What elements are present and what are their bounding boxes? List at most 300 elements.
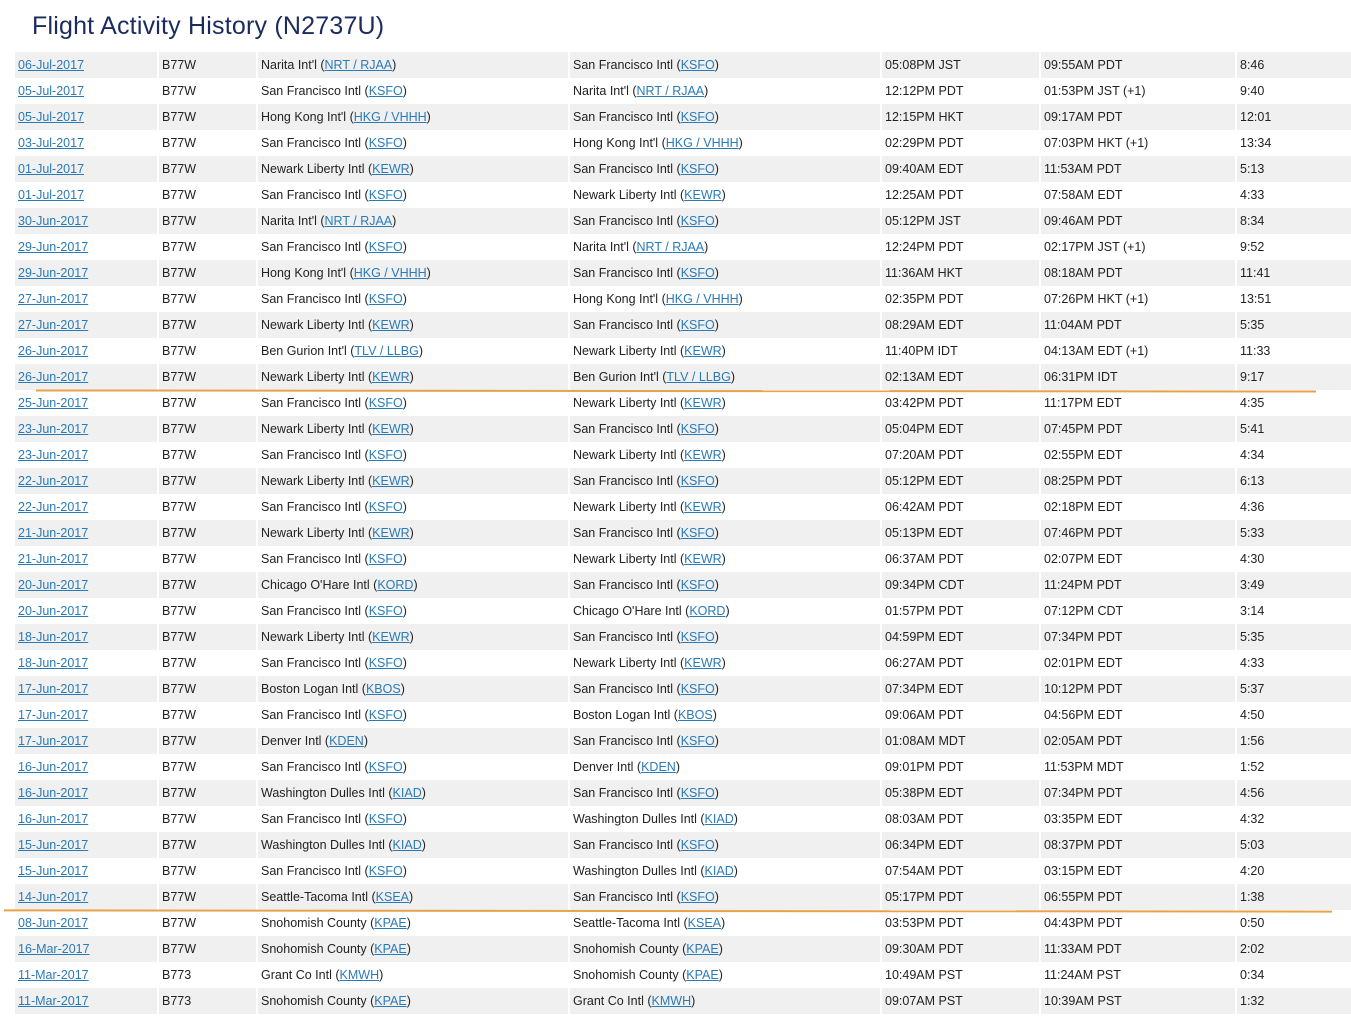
date-cell <box>15 624 159 650</box>
destination-airport-code-link[interactable]: NRT / RJAA <box>636 84 705 98</box>
arrival-time: 02:05AM PDT <box>1044 734 1123 748</box>
arrival-time: 02:17PM JST (+1) <box>1044 240 1146 254</box>
flight-date-link[interactable]: 15-Jun-2017 <box>18 838 89 852</box>
departure-time: 05:38PM EDT <box>885 786 964 800</box>
destination-cell: Narita Int'l (NRT / RJAA) <box>570 78 882 104</box>
destination-airport-code-link[interactable]: KSFO <box>680 630 715 644</box>
origin-airport-code-link[interactable]: KSFO <box>368 864 403 878</box>
duration-cell <box>1237 936 1351 962</box>
flight-date-link[interactable]: 11-Mar-2017 <box>18 968 89 982</box>
aircraft-type: B77W <box>162 526 197 540</box>
destination-airport-code-link[interactable]: KBOS <box>677 708 713 722</box>
origin-airport-code-link[interactable]: KSFO <box>368 760 403 774</box>
flight-date-link[interactable]: 08-Jun-2017 <box>18 916 89 930</box>
flight-date-link[interactable]: 11-Mar-2017 <box>18 994 89 1008</box>
destination-airport-code-link[interactable]: KEWR <box>684 344 722 358</box>
origin-airport-code-link[interactable]: KEWR <box>372 318 410 332</box>
origin-cell: San Francisco Intl (KSFO) <box>258 858 570 884</box>
destination-airport-code-link[interactable]: KSFO <box>680 578 715 592</box>
origin-airport-code-link[interactable]: KSFO <box>368 656 403 670</box>
destination-cell: San Francisco Intl (KSFO) <box>570 624 882 650</box>
destination-airport-code-link[interactable]: KSFO <box>680 734 715 748</box>
origin-airport-code-link[interactable]: KPAE <box>374 942 407 956</box>
destination-airport-code-link[interactable]: NRT / RJAA <box>636 240 705 254</box>
flight-date-link[interactable]: 17-Jun-2017 <box>18 708 89 722</box>
destination-airport-code-link[interactable]: KEWR <box>684 188 722 202</box>
destination-airport-name: San Francisco Intl <box>573 734 674 748</box>
destination-airport-code-link[interactable]: KSFO <box>680 526 715 540</box>
destination-airport-code-link[interactable]: KMWH <box>651 994 692 1008</box>
departure-time-cell <box>882 52 1041 78</box>
destination-airport-code-link[interactable]: KSFO <box>680 838 715 852</box>
departure-time-cell <box>882 208 1041 234</box>
flight-date-link[interactable]: 16-Jun-2017 <box>18 786 89 800</box>
destination-cell: San Francisco Intl (KSFO) <box>570 572 882 598</box>
origin-airport-name: Narita Int'l <box>261 214 317 228</box>
origin-airport-name: Newark Liberty Intl <box>261 162 365 176</box>
aircraft-type-cell <box>159 260 258 286</box>
destination-cell: Newark Liberty Intl (KEWR) <box>570 390 882 416</box>
destination-airport-code-link[interactable]: KPAE <box>686 942 719 956</box>
arrival-time-cell <box>1041 520 1237 546</box>
duration-cell <box>1237 468 1351 494</box>
flight-date-link[interactable]: 29-Jun-2017 <box>18 240 89 254</box>
table-row <box>15 208 1351 234</box>
flight-date-link[interactable]: 21-Jun-2017 <box>18 526 89 540</box>
departure-time: 01:57PM PDT <box>885 604 964 618</box>
aircraft-type-cell <box>159 806 258 832</box>
origin-airport-code-link[interactable]: NRT / RJAA <box>324 214 393 228</box>
flight-date-link[interactable]: 26-Jun-2017 <box>18 370 89 384</box>
aircraft-type: B77W <box>162 838 197 852</box>
destination-airport-name: Hong Kong Int'l <box>573 136 659 150</box>
departure-time: 05:17PM PDT <box>885 890 964 904</box>
arrival-time-cell <box>1041 650 1237 676</box>
date-cell <box>15 78 159 104</box>
duration-cell <box>1237 858 1351 884</box>
destination-cell: San Francisco Intl (KSFO) <box>570 884 882 910</box>
destination-airport-name: San Francisco Intl <box>573 890 674 904</box>
origin-airport-code-link[interactable]: KSFO <box>368 240 403 254</box>
destination-airport-code-link[interactable]: KSFO <box>680 214 715 228</box>
destination-cell: Newark Liberty Intl (KEWR) <box>570 494 882 520</box>
origin-airport-code-link[interactable]: KSFO <box>368 708 403 722</box>
flight-date-link[interactable]: 18-Jun-2017 <box>18 630 89 644</box>
aircraft-type: B77W <box>162 396 197 410</box>
destination-airport-code-link[interactable]: HKG / VHHH <box>665 136 739 150</box>
duration-cell <box>1237 260 1351 286</box>
origin-airport-name: Snohomish County <box>261 942 367 956</box>
table-row <box>15 312 1351 338</box>
departure-time: 06:37AM PDT <box>885 552 964 566</box>
departure-time-cell <box>882 650 1041 676</box>
origin-airport-code-link[interactable]: KSFO <box>368 136 403 150</box>
destination-airport-name: San Francisco Intl <box>573 110 674 124</box>
table-row <box>15 364 1351 390</box>
table-row <box>15 442 1351 468</box>
table-row <box>15 182 1351 208</box>
destination-cell: Denver Intl (KDEN) <box>570 754 882 780</box>
destination-airport-name: San Francisco Intl <box>573 266 674 280</box>
arrival-time: 02:01PM EDT <box>1044 656 1123 670</box>
date-cell <box>15 468 159 494</box>
departure-time-cell <box>882 338 1041 364</box>
flight-date-link[interactable]: 17-Jun-2017 <box>18 734 89 748</box>
duration-cell <box>1237 780 1351 806</box>
flight-duration: 4:36 <box>1240 500 1265 514</box>
table-row <box>15 832 1351 858</box>
destination-airport-code-link[interactable]: KSFO <box>680 266 715 280</box>
departure-time-cell <box>882 156 1041 182</box>
origin-airport-code-link[interactable]: HKG / VHHH <box>353 266 427 280</box>
table-row <box>15 130 1351 156</box>
destination-airport-name: San Francisco Intl <box>573 318 674 332</box>
arrival-time: 08:37PM PDT <box>1044 838 1123 852</box>
destination-cell: San Francisco Intl (KSFO) <box>570 780 882 806</box>
flight-date-link[interactable]: 17-Jun-2017 <box>18 682 89 696</box>
flight-date-link[interactable]: 01-Jul-2017 <box>18 162 85 176</box>
flight-date-link[interactable]: 29-Jun-2017 <box>18 266 89 280</box>
arrival-time-cell <box>1041 104 1237 130</box>
destination-airport-code-link[interactable]: KEWR <box>684 396 722 410</box>
origin-airport-code-link[interactable]: KDEN <box>329 734 364 748</box>
origin-airport-name: San Francisco Intl <box>261 656 362 670</box>
origin-cell: Narita Int'l (NRT / RJAA) <box>258 208 570 234</box>
arrival-time-cell <box>1041 806 1237 832</box>
aircraft-type-cell <box>159 390 258 416</box>
flight-duration: 1:32 <box>1240 994 1265 1008</box>
aircraft-type-cell <box>159 364 258 390</box>
aircraft-type-cell <box>159 156 258 182</box>
flight-date-link[interactable]: 22-Jun-2017 <box>18 500 89 514</box>
flight-duration: 4:33 <box>1240 188 1265 202</box>
table-row <box>15 598 1351 624</box>
flight-duration: 11:41 <box>1240 266 1271 280</box>
flight-duration: 0:50 <box>1240 916 1265 930</box>
destination-airport-code-link[interactable]: KIAD <box>704 812 734 826</box>
arrival-time-cell <box>1041 130 1237 156</box>
destination-airport-code-link[interactable]: KIAD <box>704 864 734 878</box>
origin-airport-name: San Francisco Intl <box>261 240 362 254</box>
table-row <box>15 78 1351 104</box>
aircraft-type: B77W <box>162 136 197 150</box>
duration-cell <box>1237 832 1351 858</box>
destination-airport-code-link[interactable]: KEWR <box>684 552 722 566</box>
origin-cell: San Francisco Intl (KSFO) <box>258 234 570 260</box>
departure-time: 09:30AM PDT <box>885 942 964 956</box>
flight-date-link[interactable]: 06-Jul-2017 <box>18 58 85 72</box>
arrival-time: 02:55PM EDT <box>1044 448 1123 462</box>
destination-airport-code-link[interactable]: KORD <box>689 604 726 618</box>
aircraft-type-cell <box>159 624 258 650</box>
destination-airport-code-link[interactable]: KSEA <box>687 916 721 930</box>
flight-date-link[interactable]: 27-Jun-2017 <box>18 318 89 332</box>
origin-airport-code-link[interactable]: KIAD <box>392 838 422 852</box>
flight-duration: 5:33 <box>1240 526 1265 540</box>
flight-date-link[interactable]: 18-Jun-2017 <box>18 656 89 670</box>
destination-airport-code-link[interactable]: KSFO <box>680 890 715 904</box>
origin-airport-name: Grant Co Intl <box>261 968 332 982</box>
destination-airport-name: Snohomish County <box>573 968 679 982</box>
flight-date-link[interactable]: 15-Jun-2017 <box>18 864 89 878</box>
destination-airport-name: Newark Liberty Intl <box>573 188 677 202</box>
destination-airport-code-link[interactable]: KSFO <box>680 58 715 72</box>
duration-cell <box>1237 884 1351 910</box>
origin-airport-code-link[interactable]: KMWH <box>339 968 380 982</box>
destination-airport-code-link[interactable]: KEWR <box>684 448 722 462</box>
destination-airport-code-link[interactable]: KEWR <box>684 656 722 670</box>
origin-airport-code-link[interactable]: KSFO <box>368 812 403 826</box>
destination-airport-code-link[interactable]: KSFO <box>680 786 715 800</box>
destination-cell: Hong Kong Int'l (HKG / VHHH) <box>570 286 882 312</box>
date-cell <box>15 728 159 754</box>
destination-airport-name: Newark Liberty Intl <box>573 448 677 462</box>
origin-airport-code-link[interactable]: KEWR <box>372 422 410 436</box>
duration-cell <box>1237 52 1351 78</box>
departure-time: 05:12PM JST <box>885 214 961 228</box>
table-row <box>15 546 1351 572</box>
destination-airport-code-link[interactable]: KSFO <box>680 422 715 436</box>
origin-airport-code-link[interactable]: HKG / VHHH <box>353 110 427 124</box>
arrival-time-cell <box>1041 52 1237 78</box>
aircraft-type-cell <box>159 936 258 962</box>
origin-airport-code-link[interactable]: KSFO <box>368 448 403 462</box>
departure-time-cell <box>882 572 1041 598</box>
flight-date-link[interactable]: 25-Jun-2017 <box>18 396 89 410</box>
departure-time-cell <box>882 988 1041 1014</box>
origin-cell: San Francisco Intl (KSFO) <box>258 130 570 156</box>
duration-cell <box>1237 702 1351 728</box>
destination-airport-name: Boston Logan Intl <box>573 708 671 722</box>
aircraft-type: B77W <box>162 812 197 826</box>
departure-time: 09:07AM PST <box>885 994 963 1008</box>
flight-date-link[interactable]: 20-Jun-2017 <box>18 604 89 618</box>
origin-airport-code-link[interactable]: NRT / RJAA <box>324 58 393 72</box>
duration-cell <box>1237 624 1351 650</box>
arrival-time: 02:18PM EDT <box>1044 500 1123 514</box>
table-row <box>15 858 1351 884</box>
table-row <box>15 572 1351 598</box>
departure-time-cell <box>882 130 1041 156</box>
table-row <box>15 728 1351 754</box>
flight-date-link[interactable]: 20-Jun-2017 <box>18 578 89 592</box>
destination-airport-name: San Francisco Intl <box>573 162 674 176</box>
flight-duration: 6:13 <box>1240 474 1265 488</box>
destination-cell: Snohomish County (KPAE) <box>570 962 882 988</box>
destination-cell: San Francisco Intl (KSFO) <box>570 676 882 702</box>
aircraft-type-cell <box>159 130 258 156</box>
origin-airport-code-link[interactable]: KSEA <box>375 890 409 904</box>
table-row <box>15 416 1351 442</box>
date-cell <box>15 286 159 312</box>
departure-time-cell <box>882 910 1041 936</box>
page-title: Flight Activity History (N2737U) <box>32 12 385 40</box>
destination-airport-code-link[interactable]: KSFO <box>680 474 715 488</box>
date-cell <box>15 208 159 234</box>
flight-date-link[interactable]: 05-Jul-2017 <box>18 84 85 98</box>
origin-airport-code-link[interactable]: KBOS <box>365 682 401 696</box>
departure-time: 07:54AM PDT <box>885 864 964 878</box>
aircraft-type: B77W <box>162 552 197 566</box>
destination-airport-code-link[interactable]: KSFO <box>680 110 715 124</box>
arrival-time-cell <box>1041 546 1237 572</box>
aircraft-type-cell <box>159 208 258 234</box>
origin-airport-code-link[interactable]: KSFO <box>368 604 403 618</box>
arrival-time: 06:31PM IDT <box>1044 370 1118 384</box>
origin-cell: Newark Liberty Intl (KEWR) <box>258 468 570 494</box>
duration-cell <box>1237 910 1351 936</box>
table-row <box>15 910 1351 936</box>
flight-date-link[interactable]: 26-Jun-2017 <box>18 344 89 358</box>
destination-airport-code-link[interactable]: KEWR <box>684 500 722 514</box>
departure-time: 05:12PM EDT <box>885 474 964 488</box>
arrival-time: 02:07PM EDT <box>1044 552 1123 566</box>
departure-time: 09:01PM PDT <box>885 760 964 774</box>
destination-airport-name: San Francisco Intl <box>573 526 674 540</box>
arrival-time-cell <box>1041 936 1237 962</box>
date-cell <box>15 910 159 936</box>
departure-time-cell <box>882 286 1041 312</box>
origin-cell: San Francisco Intl (KSFO) <box>258 650 570 676</box>
flight-date-link[interactable]: 30-Jun-2017 <box>18 214 89 228</box>
flight-date-link[interactable]: 16-Jun-2017 <box>18 812 89 826</box>
date-cell <box>15 936 159 962</box>
flight-date-link[interactable]: 16-Mar-2017 <box>18 942 90 956</box>
aircraft-type: B77W <box>162 656 197 670</box>
arrival-time: 03:15PM EDT <box>1044 864 1123 878</box>
destination-airport-code-link[interactable]: KPAE <box>686 968 719 982</box>
aircraft-type: B77W <box>162 474 197 488</box>
origin-airport-name: San Francisco Intl <box>261 448 362 462</box>
aircraft-type-cell <box>159 468 258 494</box>
arrival-time: 11:24PM PDT <box>1044 578 1122 592</box>
table-row <box>15 52 1351 78</box>
destination-airport-code-link[interactable]: KSFO <box>680 162 715 176</box>
aircraft-type: B77W <box>162 734 197 748</box>
arrival-time: 07:34PM PDT <box>1044 786 1123 800</box>
flight-duration: 4:20 <box>1240 864 1265 878</box>
flight-duration: 4:32 <box>1240 812 1265 826</box>
origin-airport-code-link[interactable]: KSFO <box>368 396 403 410</box>
aircraft-type: B77W <box>162 916 197 930</box>
departure-time-cell <box>882 936 1041 962</box>
origin-airport-code-link[interactable]: KORD <box>377 578 414 592</box>
aircraft-type-cell <box>159 182 258 208</box>
origin-airport-code-link[interactable]: KSFO <box>368 552 403 566</box>
origin-airport-code-link[interactable]: KSFO <box>368 500 403 514</box>
origin-airport-name: San Francisco Intl <box>261 760 362 774</box>
duration-cell <box>1237 962 1351 988</box>
flight-date-link[interactable]: 22-Jun-2017 <box>18 474 89 488</box>
origin-airport-code-link[interactable]: KEWR <box>372 630 410 644</box>
date-cell <box>15 754 159 780</box>
arrival-time: 07:45PM PDT <box>1044 422 1123 436</box>
flight-date-link[interactable]: 16-Jun-2017 <box>18 760 89 774</box>
aircraft-type: B77W <box>162 110 197 124</box>
origin-cell: Denver Intl (KDEN) <box>258 728 570 754</box>
origin-airport-code-link[interactable]: KIAD <box>392 786 422 800</box>
departure-time: 12:15PM HKT <box>885 110 964 124</box>
aircraft-type-cell <box>159 988 258 1014</box>
destination-airport-code-link[interactable]: TLV / LLBG <box>666 370 731 384</box>
destination-airport-code-link[interactable]: HKG / VHHH <box>665 292 739 306</box>
flight-date-link[interactable]: 21-Jun-2017 <box>18 552 89 566</box>
aircraft-type: B77W <box>162 84 197 98</box>
flight-duration: 1:52 <box>1240 760 1265 774</box>
flight-duration: 13:34 <box>1240 136 1272 150</box>
departure-time: 04:59PM EDT <box>885 630 964 644</box>
departure-time-cell <box>882 104 1041 130</box>
origin-airport-code-link[interactable]: KEWR <box>372 162 410 176</box>
arrival-time: 07:34PM PDT <box>1044 630 1123 644</box>
origin-airport-name: San Francisco Intl <box>261 708 362 722</box>
flight-date-link[interactable]: 23-Jun-2017 <box>18 422 89 436</box>
flight-date-link[interactable]: 14-Jun-2017 <box>18 890 89 904</box>
duration-cell <box>1237 598 1351 624</box>
destination-airport-code-link[interactable]: KSFO <box>680 682 715 696</box>
flight-duration: 1:38 <box>1240 890 1265 904</box>
departure-time-cell <box>882 390 1041 416</box>
origin-airport-code-link[interactable]: KSFO <box>368 188 403 202</box>
flight-date-link[interactable]: 27-Jun-2017 <box>18 292 89 306</box>
date-cell <box>15 988 159 1014</box>
arrival-time-cell <box>1041 338 1237 364</box>
origin-cell: Newark Liberty Intl (KEWR) <box>258 624 570 650</box>
departure-time-cell <box>882 754 1041 780</box>
arrival-time-cell <box>1041 416 1237 442</box>
origin-airport-code-link[interactable]: KPAE <box>374 916 407 930</box>
origin-airport-code-link[interactable]: KEWR <box>372 526 410 540</box>
origin-airport-code-link[interactable]: KSFO <box>368 84 403 98</box>
origin-airport-name: Ben Gurion Int'l <box>261 344 347 358</box>
origin-airport-code-link[interactable]: KEWR <box>372 370 410 384</box>
departure-time: 03:53PM PDT <box>885 916 964 930</box>
flight-date-link[interactable]: 23-Jun-2017 <box>18 448 89 462</box>
destination-cell: San Francisco Intl (KSFO) <box>570 52 882 78</box>
flight-duration: 9:52 <box>1240 240 1265 254</box>
table-row <box>15 780 1351 806</box>
departure-time-cell <box>882 468 1041 494</box>
flight-duration: 5:37 <box>1240 682 1265 696</box>
origin-airport-code-link[interactable]: KPAE <box>374 994 407 1008</box>
date-cell <box>15 780 159 806</box>
duration-cell <box>1237 416 1351 442</box>
flight-duration: 3:14 <box>1240 604 1265 618</box>
flight-duration: 11:33 <box>1240 344 1271 358</box>
arrival-time-cell <box>1041 598 1237 624</box>
departure-time: 11:40PM IDT <box>885 344 958 358</box>
origin-airport-code-link[interactable]: KSFO <box>368 292 403 306</box>
table-row <box>15 520 1351 546</box>
destination-airport-code-link[interactable]: KDEN <box>641 760 676 774</box>
flight-date-link[interactable]: 05-Jul-2017 <box>18 110 85 124</box>
arrival-time-cell <box>1041 858 1237 884</box>
origin-airport-name: Newark Liberty Intl <box>261 630 365 644</box>
flight-date-link[interactable]: 01-Jul-2017 <box>18 188 85 202</box>
flight-duration: 4:34 <box>1240 448 1265 462</box>
departure-time: 12:25AM PDT <box>885 188 964 202</box>
arrival-time: 11:53PM MDT <box>1044 760 1124 774</box>
flight-date-link[interactable]: 03-Jul-2017 <box>18 136 85 150</box>
aircraft-type-cell <box>159 780 258 806</box>
origin-airport-code-link[interactable]: KEWR <box>372 474 410 488</box>
aircraft-type-cell <box>159 442 258 468</box>
destination-airport-code-link[interactable]: KSFO <box>680 318 715 332</box>
aircraft-type: B77W <box>162 578 197 592</box>
aircraft-type: B77W <box>162 188 197 202</box>
origin-airport-code-link[interactable]: TLV / LLBG <box>354 344 419 358</box>
date-cell <box>15 884 159 910</box>
